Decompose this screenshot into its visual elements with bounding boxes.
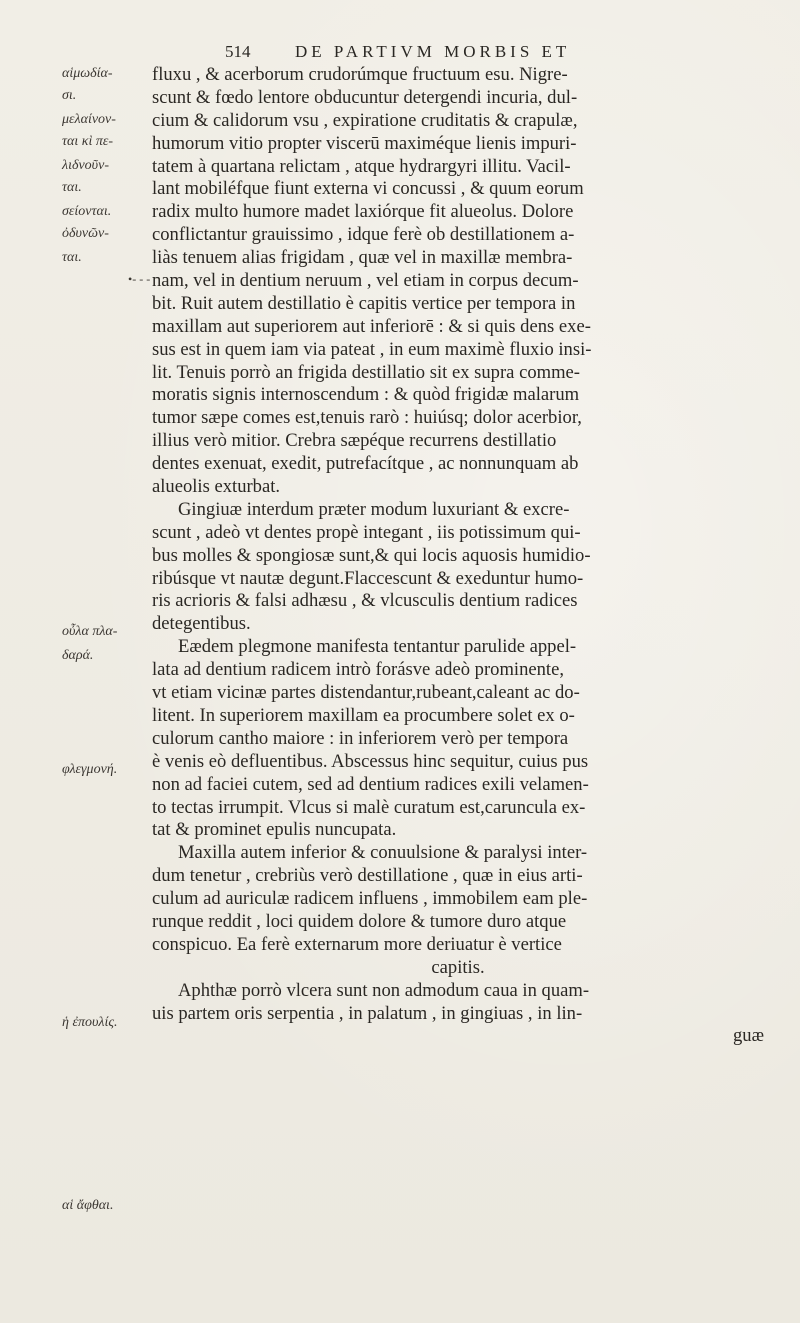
text-line: tatem à quartana relictam , atque hydrargyri illitu. Vacil- [152, 155, 571, 177]
margin-note: ται κὶ πε- [62, 134, 114, 149]
text-line: lata ad dentium radicem intrò forásve adeò prominente, [152, 659, 565, 681]
margin-note: ὀδυνῶν- [62, 226, 109, 241]
text-line: cium & calidorum vsu , expiratione cruditatis & crapulæ, [152, 109, 578, 131]
text-line: radix multo humore madet laxiórque fit alueolus. Dolore [152, 201, 574, 223]
main-text-block [152, 64, 764, 1048]
running-title: DE PARTIVM MORBIS ET [295, 42, 571, 61]
page-number: 514 [225, 42, 251, 61]
text-line: detegentibus. [152, 613, 251, 635]
text-line: uis partem oris serpentia , in palatum , in gingiuas , in lin- [152, 1002, 583, 1024]
margin-note: ται. [62, 180, 82, 195]
paragraph-start-line: Aphthæ porrò vlcera sunt non admodum caua in quam- [178, 979, 590, 1001]
text-line: tumor sæpe comes est,tenuis rarò : huiúsq; dolor acerbior, [152, 407, 582, 429]
text-line: vt etiam vicinæ partes distendantur,rubeant,caleant ac do- [152, 682, 580, 704]
text-line: alueolis exturbat. [152, 476, 281, 498]
text-line: ribúsque vt nautæ degunt.Flaccescunt & exeduntur humo- [152, 567, 584, 589]
text-line: tat & prominet epulis nuncupata. [152, 819, 397, 841]
text-line: è venis eò defluentibus. Abscessus hinc sequitur, cuius pus [152, 750, 589, 772]
text-line: maxillam aut superiorem aut inferiorē : & si quis dens exe- [152, 315, 591, 337]
text-line: non ad faciei cutem, sed ad dentium radices exili velamen- [152, 773, 589, 795]
catchword: guæ [733, 1025, 764, 1047]
text-line: litent. In superiorem maxillam ea procumbere solet ex o- [152, 704, 575, 726]
text-line: humorum vitio propter viscerū maximéque lienis impuri- [152, 132, 577, 154]
text-line: bus molles & spongiosæ sunt,& qui locis aquosis humidio- [152, 544, 591, 566]
text-line: conflictantur grauissimo , idque ferè ob destillationem a- [152, 224, 575, 246]
margin-note: σι. [62, 88, 77, 103]
text-line: lant mobiléfque fiunt externa vi concussi , & quum eorum [152, 178, 584, 200]
text-line: ris acrioris & falsi adhæsu , & vlcusculis dentium radices [152, 590, 578, 612]
margin-pointer-mark: •- - - [128, 272, 151, 286]
text-line: dum tenetur , crebriùs verò destillatione , quæ in eius arti- [152, 865, 583, 887]
margin-note: ἡ ἐπουλίς. [62, 1015, 118, 1030]
text-line: fluxu , & acerborum crudorúmque fructuum esu. Nigre- [152, 64, 568, 85]
text-line: scunt , adeò vt dentes propè integant , iis potissimum qui- [152, 521, 581, 543]
text-line: scunt & fœdo lentore obducuntur detergendi incuria, dul- [152, 86, 578, 108]
text-line: conspicuo. Ea ferè externarum more deriuatur è vertice [152, 933, 562, 955]
margin-note: λιδνοῦν- [62, 158, 109, 173]
margin-note: σείονται. [62, 204, 112, 219]
margin-note: φλεγμονή. [62, 762, 118, 777]
text-line: illius verò mitior. Crebra sæpéque recurrens destillatio [152, 430, 557, 452]
margin-note: αἱμωδία- [62, 66, 113, 81]
margin-note: οὖλα πλα- [62, 624, 118, 639]
paragraph-start-line: Gingiuæ interdum præter modum luxuriant & excre- [178, 498, 570, 520]
text-line: nam, vel in dentium neruum , vel etiam in corpus decum- [152, 270, 579, 292]
margin-note: ται. [62, 250, 82, 265]
paragraph-start-line: Maxilla autem inferior & conuulsione & paralysi inter- [178, 842, 588, 864]
text-line: moratis signis internoscendum : & quòd frigidæ malarum [152, 384, 580, 406]
text-line: liàs tenuem alias frigidam , quæ vel in maxillæ membra- [152, 247, 573, 269]
text-line: to tectas irrumpit. Vlcus si malè curatum est,caruncula ex- [152, 796, 586, 818]
text-line: sus est in quem iam via pateat , in eum maximè fluxio insi- [152, 338, 592, 360]
text-line: runque reddit , loci quidem dolore & tumore duro atque [152, 910, 567, 932]
margin-note: αἱ ἄφθαι. [62, 1198, 114, 1213]
text-line: culum ad auriculæ radicem influens , immobilem eam ple- [152, 888, 588, 910]
text-line: lit. Tenuis porrò an frigida destillatio sit ex supra comme- [152, 361, 580, 383]
text-line: bit. Ruit autem destillatio è capitis vertice per tempora in [152, 292, 576, 314]
paragraph-start-line: Eædem plegmone manifesta tentantur parulide appel- [178, 636, 577, 658]
text-line: dentes exenuat, exedit, putrefacítque , ac nonnunquam ab [152, 453, 579, 475]
margin-note: δαρά. [62, 648, 94, 663]
margin-note: μελαίνον- [62, 112, 116, 127]
text-line: culorum cantho maiore : in inferiorem verò per tempora [152, 727, 569, 749]
text-line: capitis. [431, 956, 485, 978]
